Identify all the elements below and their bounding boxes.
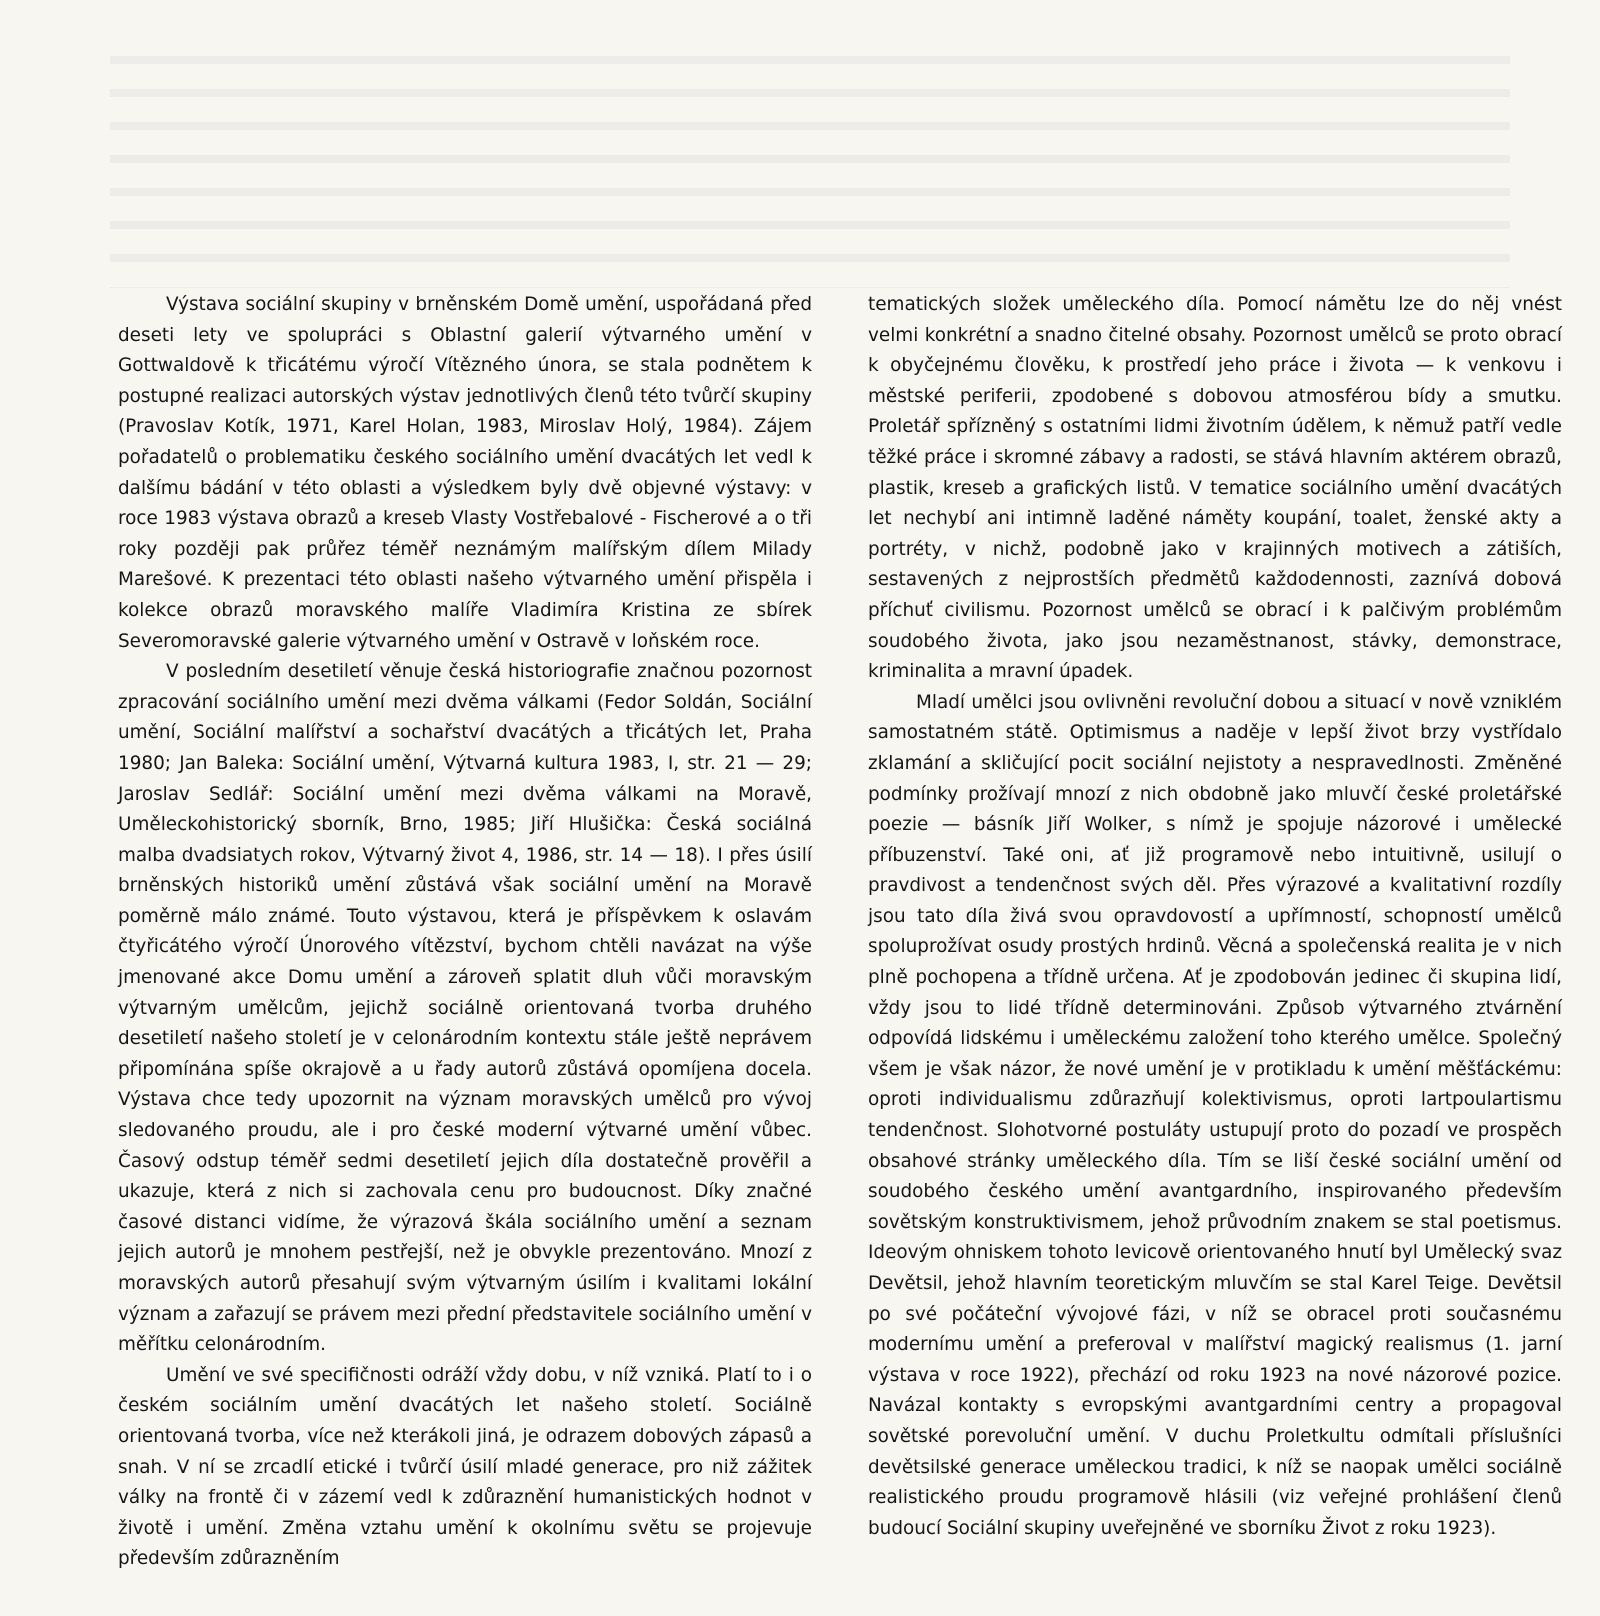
paragraph-art-reflects-era: Umění ve své specifičnosti odráží vždy dobu, v níž vzniká. Platí to i o českém sociálním umění dvacátých let našeho století. Sociálně orientovaná tvorba, více než kterákoli jiná, je odrazem dobových zápasů a snah. V ní se zrcadlí etické i tvůrčí úsilí mladé generace, pro niž zážitek války na frontě či v zázemí vedl k zdůraznění humanistických hodnot v životě i umění. Změna vztahu umění k okolnímu světu se projevuje především zdůrazněním	[118, 1364, 812, 1570]
right-column	[868, 290, 1562, 1600]
paragraph-historiography: V posledním desetiletí věnuje česká historiografie značnou pozornost zpracování sociálního umění mezi dvěma válkami (Fedor Soldán, Sociální umění, Sociální malířství a sochařství dvacátých a třicátých let, Praha 1980; Jan Baleka: Sociální umění, Výtvarná kultura 1983, I, str. 21 — 29; Jaroslav Sedlář: Sociální umění mezi dvěma válkami na Moravě, Uměleckohistorický sborník, Brno, 1985; Jiří Hlušička: Česká sociálná malba dvadsiatych rokov, Výtvarný život 4, 1986, str. 14 — 18). I přes úsilí brněnských historiků umění zůstává však sociální umění na Moravě poměrně málo známé. Touto výstavou, která je příspěvkem k oslavám čtyřicátého výročí Únorového vítězství, bychom chtěli navázat na výše jmenované akce Domu umění a zároveň splatit dluh vůči moravským výtvarným umělcům, jejichž sociálně orientovaná tvorba druhého desetiletí našeho století je v celonárodním kontextu stále ještě neprávem připomínána spíše okrajově a u řady autorů zůstává opomíjena docela. Výstava chce tedy upozornit na význam moravských umělců pro vývoj sledovaného proudu, ale i pro české moderní výtvarné umění vůbec. Časový odstup téměř sedmi desetiletí jejich díla dostatečně prověřil a ukazuje, která z nich si zachovala cenu pro budoucnost. Díky značné časové distanci vidíme, že výrazová škála sociálního umění a seznam jejich autorů je mnohem pestřejší, než je obvykle prezentováno. Mnozí z moravských autorů přesahují svým výtvarným úsilím i kvalitami lokální význam a zařazují se právem mezi přední představitele sociálního umění v měřítku celonárodním.	[118, 661, 812, 1356]
paragraph-thematic-components: tematických složek uměleckého díla. Pomocí námětu lze do něj vnést velmi konkrétní a snadno čitelné obsahy. Pozornost umělců se proto obrací k obyčejnému člověku, k prostředí jeho práce i života — k venkovu i městské periferii, zpodobené s dobovou atmosférou bídy a smutku. Proletář spřízněný s ostatními lidmi životním údělem, k němuž patří vedle těžké práce i skromné zábavy a radosti, se stává hlavním aktérem obrazů, plastik, kreseb a grafických listů. V tematice sociálního umění dvacátých let nechybí ani intimně laděné náměty koupání, toalet, ženské akty a portréty, v nichž, podobně jako v krajinných motivech a zátiších, sestavených z nejprostších předmětů každodennosti, zaznívá dobová příchuť civilismu. Pozornost umělců se obrací i k palčivým problémům soudobého života, jako jsou nezaměstnanost, stávky, demonstrace, kriminalita a mravní úpadek.	[868, 294, 1562, 683]
show-through-text	[110, 38, 1510, 288]
article-body	[118, 290, 1562, 1600]
paragraph-exhibition-intro: Výstava sociální skupiny v brněnském Domě umění, uspořádaná před deseti lety ve spolupráci s Oblastní galerií výtvarného umění v Gottwaldově k třicátému výročí Vítězného února, se stala podnětem k postupné realizaci autorských výstav jednotlivých členů této tvůrčí skupiny (Pravoslav Kotík, 1971, Karel Holan, 1983, Miroslav Holý, 1984). Zájem pořadatelů o problematiku českého sociálního umění dvacátých let vedl k dalšímu bádání v této oblasti a výsledkem byly dvě objevné výstavy: v roce 1983 výstava obrazů a kreseb Vlasty Vostřebalové - Fischerové a o tři roky později pak průřez téměř neznámým malířským dílem Milady Marešové. K prezentaci této oblasti našeho výtvarného umění přispěla i kolekce obrazů moravského malíře Vladimíra Kristina ze sbírek Severomoravské galerie výtvarného umění v Ostravě v loňském roce.	[118, 294, 812, 652]
left-column	[118, 290, 812, 1600]
paragraph-young-artists: Mladí umělci jsou ovlivněni revoluční dobou a situací v nově vzniklém samostatném státě. Optimismus a naděje v lepší život brzy vystřídalo zklamání a skličující pocit sociální nejistoty a nespravedlnosti. Změněné podmínky prožívají mnozí z nich obdobně jako mluvčí české proletářské poezie — básník Jiří Wolker, s nímž je spojuje názorové i umělecké příbuzenství. Také oni, ať již programově nebo intuitivně, usilují o pravdivost a tendenčnost svých děl. Přes výrazové a kvalitativní rozdíly jsou tato díla živá svou opravdovostí a upřímností, schopností umělců spoluprožívat osudy prostých hrdinů. Věcná a společenská realita je v nich plně pochopena a třídně určena. Ať je zpodobován jedinec či skupina lidí, vždy jsou to lidé třídně determinováni. Způsob výtvarného ztvárnění odpovídá lidskému i uměleckému založení toho kterého umělce. Společný všem je však názor, že nové umění je v protikladu k umění měšťáckému: oproti individualismu zdůrazňují kolektivismus, oproti lartpoulartismu tendenčnost. Slohotvorné postuláty ustupují proto do pozadí ve prospěch obsahové stránky uměleckého díla. Tím se liší české sociální umění od soudobého českého umění avantgardního, inspirovaného především sovětským konstruktivismem, jehož průvodním znakem se stal poetismus. Ideovým ohniskem tohoto levicově orientovaného hnutí byl Umělecký svaz Devětsil, jehož hlavním teoretickým mluvčím se stal Karel Teige. Devětsil po své počáteční vývojové fázi, v níž se obracel proti současnému modernímu umění a preferoval v malířství magický realismus (1. jarní výstava v roce 1922), přechází od roku 1923 na nové názorové pozice. Navázal kontakty s evropskými avantgardními centry a propagoval sovětské porevoluční umění. V duchu Proletkultu odmítali příslušníci devětsilské generace uměleckou tradici, k níž se naopak umělci sociálně realistického proudu programově hlásili (viz veřejné prohlášení členů budoucí Sociální skupiny uveřejněné ve sborníku Život z roku 1923).	[868, 691, 1562, 1539]
